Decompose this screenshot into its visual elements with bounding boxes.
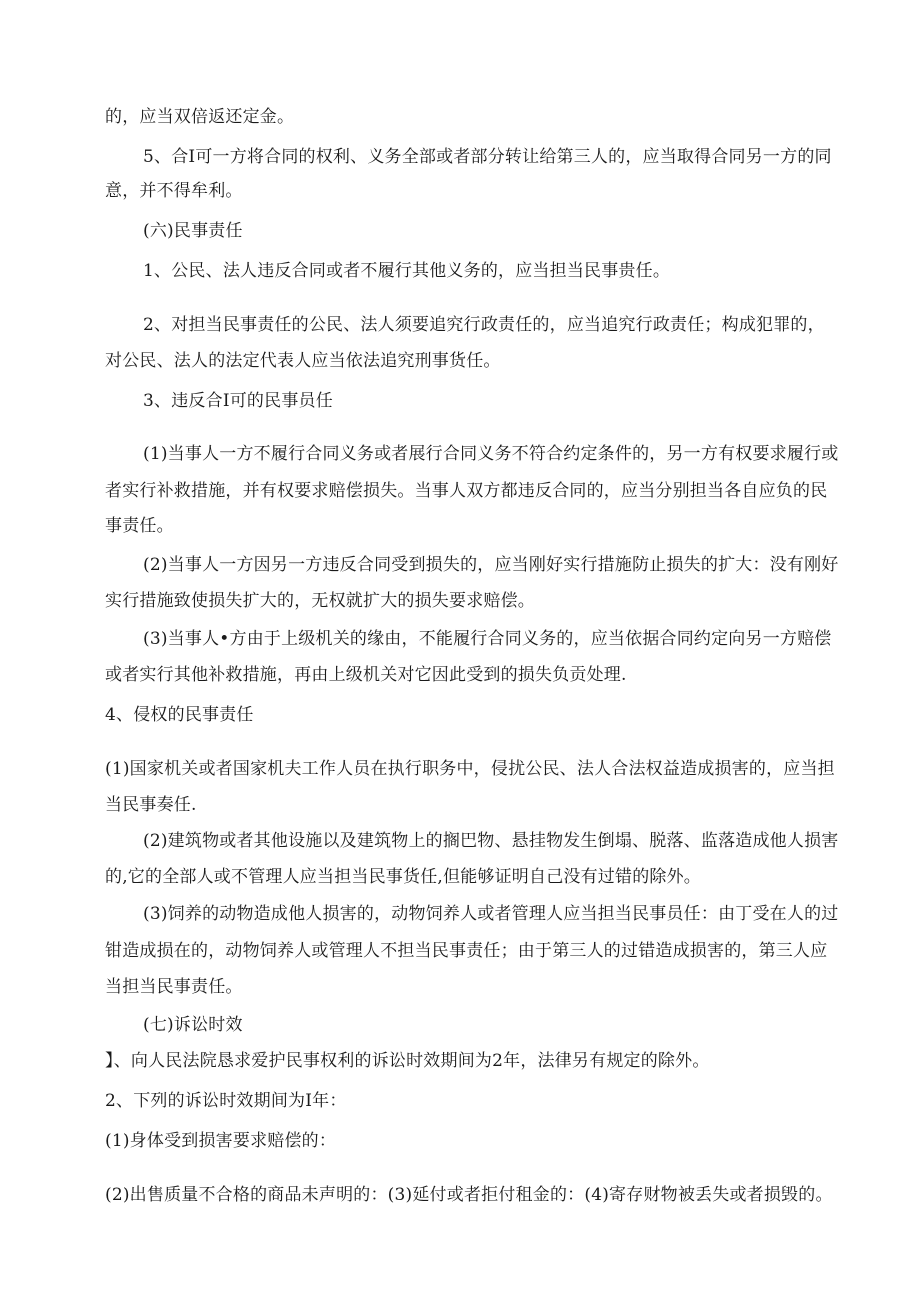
text-line: (1)身体受到损害要求赔偿的： <box>105 1131 337 1151</box>
text-line: 意，并不得牟利。 <box>105 181 243 201</box>
text-line: (2)建筑物或者其他设施以及建筑物上的搁巴物、悬挂物发生倒塌、脱落、监落造成他人损害 <box>143 831 839 851</box>
text-line: 2、下列的诉讼时效期间为I年： <box>105 1091 347 1111</box>
section-heading: 4、侵权的民事责任 <box>105 705 254 725</box>
text-line: 5、合I可一方将合同的权利、义务全部或者部分转让给第三人的，应当取得合同另一方的同 <box>143 147 832 167</box>
text-line: 当担当民事责任。 <box>105 977 243 997</box>
text-line: 对公民、法人的法定代表人应当依法追究刑事货任。 <box>105 351 501 371</box>
text-line: (3)饲养的动物造成他人损害的，动物饲养人或者管理人应当担当民事员任：由丁受在人的过 <box>143 904 839 924</box>
section-heading: (七)诉讼时效 <box>143 1015 243 1035</box>
text-line: 的，应当双倍返还定金。 <box>105 107 295 127</box>
text-line: (2)当事人一方因另一方违反合同受到损失的，应当刚好实行措施防止损失的扩大：没有刚好 <box>143 555 839 575</box>
text-line: 或者实行其他补救措施，再由上级机关对它因此受到的损失负贡处理. <box>105 665 627 685</box>
text-line: 的,它的全部人或不管理人应当担当民事货任,但能够证明自己没有过错的除外。 <box>105 867 702 887</box>
text-line: 】、向人民法院恳求爱护民事权利的诉讼时效期间为2年，法律另有规定的除外。 <box>105 1051 710 1071</box>
text-line: 当民事奏任. <box>105 795 197 815</box>
text-line: 实行措施致使损失扩大的，无权就扩大的损失要求赔偿。 <box>105 591 535 611</box>
text-line: 钳造成损在的，动物饲养人或管理人不担当民事责任；由于第三人的过错造成损害的，第三人应 <box>105 941 828 961</box>
text-line: (2)出售质量不合格的商品未声明的：(3)延付或者拒付租金的：(4)寄存财物被丢失或者损毁的。 <box>105 1185 833 1205</box>
section-heading: (六)民事责任 <box>143 221 243 241</box>
text-line: 1、公民、法人违反合同或者不履行其他义务的，应当担当民事贵任。 <box>143 261 671 281</box>
text-line: (3)当事人•方由于上级机关的缘由，不能履行合同义务的，应当依据合同约定向另一方赔偿 <box>143 629 832 649</box>
text-line: 者实行补救措施，并有权要求赔偿损失。当事人双方都违反合同的，应当分别担当各自应负的民 <box>105 481 828 501</box>
text-line: (1)国家机关或者国家机夫工作人员在执行职务中，侵扰公民、法人合法权益造成损害的，应当担 <box>105 759 835 779</box>
text-line: 事责任。 <box>105 516 174 536</box>
text-line: (1)当事人一方不履行合同义务或者展行合同义务不符合约定条件的，另一方有权要求履行或 <box>143 444 839 464</box>
text-line: 3、违反合I可的民事员任 <box>143 391 333 411</box>
text-line: 2、对担当民事责任的公民、法人须要追究行政责任的，应当追究行政责任；构成犯罪的， <box>143 315 825 335</box>
